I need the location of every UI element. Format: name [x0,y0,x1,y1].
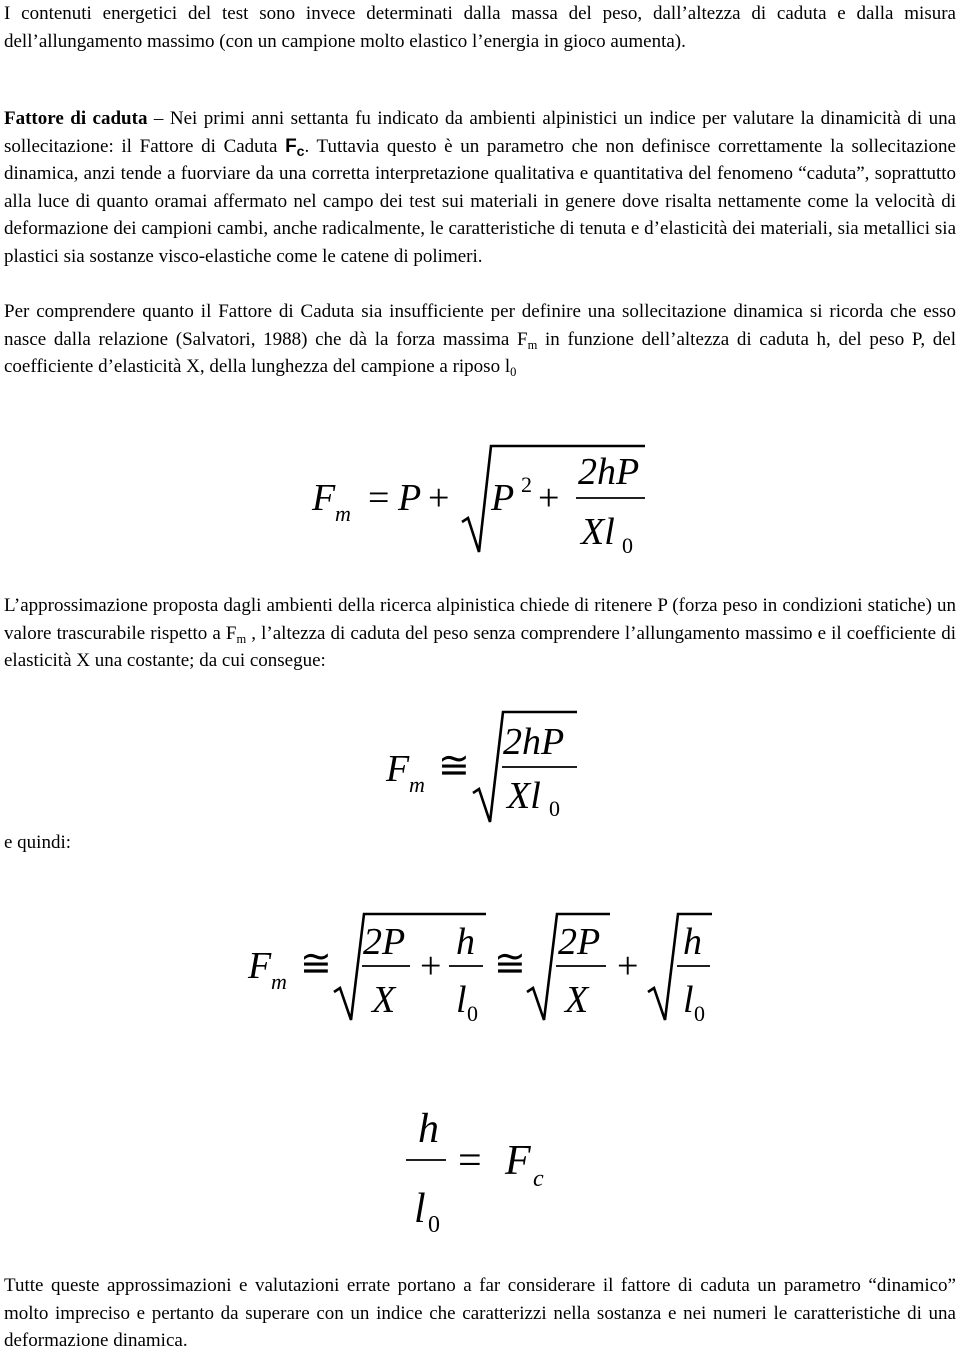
svg-text:m: m [409,772,425,797]
svg-text:2P: 2P [363,921,406,963]
svg-text:F: F [386,748,410,790]
svg-text:h: h [683,921,702,963]
subscript-m: m [236,631,247,646]
fall-factor-heading: Fattore di caduta [4,108,148,129]
svg-text:c: c [533,1166,544,1192]
svg-text:m: m [335,501,351,526]
relation-text-a: Per comprendere quanto il Fattore di Caduta sia insufficiente per definire una sollecitazione dinamica si ricorda che esso nasce dalla relazione (Salvatori, 1988) che dà la forza massima F [4,301,956,350]
svg-text:X: X [565,979,589,1021]
svg-text:2hP: 2hP [503,721,565,763]
svg-text:X: X [372,979,396,1021]
svg-text:≅: ≅ [438,745,470,787]
svg-text:F: F [505,1138,531,1184]
approximation-text-a: L’approssimazione proposta dagli ambienti della ricerca alpinistica chiede di ritenere P (forza peso in condizioni statiche) un valore trascurabile rispetto a F [4,595,956,644]
svg-text:0: 0 [428,1212,440,1238]
svg-text:=: = [458,1138,482,1184]
svg-text:l: l [456,979,467,1021]
svg-text:+: + [538,477,560,519]
svg-text:=: = [368,477,390,519]
equation-fm-approx [385,712,577,822]
svg-text:F: F [312,477,336,519]
svg-text:0: 0 [549,796,560,821]
relation-text-b: in funzione dell’altezza di caduta h, del peso P, del coefficiente d’elasticità X, della lunghezza del campione a riposo l [4,328,956,377]
subscript-0: 0 [510,365,517,379]
svg-text:2hP: 2hP [578,451,640,493]
svg-text:2P: 2P [558,921,601,963]
svg-text:+: + [428,477,450,519]
svg-text:h: h [456,921,475,963]
svg-text:0: 0 [694,1001,705,1026]
paragraph-energy-text: I contenuti energetici del test sono invece determinati dalla massa del peso, dall’altezza di caduta e dalla misura dell’allungamento massimo (con un campione molto elastico l’energia in gioco aumenta). [4,3,956,52]
svg-text:2: 2 [521,472,532,497]
equation-h-over-l0 [406,1106,544,1238]
svg-text:Xl: Xl [507,775,541,817]
equation-fm-sum [247,914,712,1026]
svg-text:l: l [683,979,694,1021]
fc-symbol: $F_c$ [285,135,305,159]
approximation-text-b: , l’altezza di caduta del peso senza comprendere l’allungamento massimo e il coefficiente di elasticità X una costante; da cui consegue: [4,622,956,671]
equation-fm-full [311,446,645,558]
svg-text:h: h [418,1106,439,1152]
svg-text:l: l [414,1186,426,1232]
svg-text:P: P [398,477,422,519]
label-e-quindi: e quindi: [4,832,72,853]
svg-text:F: F [248,945,272,987]
svg-text:P: P [491,477,515,519]
svg-text:m: m [271,969,287,994]
svg-text:0: 0 [467,1001,478,1026]
fall-factor-text-b: . Tuttavia questo è un parametro che non definisce correttamente la sollecitazione dinamica, anzi tende a fuorviare da una corretta interpretazione qualitativa e quantitativa del fenomeno “caduta”, soprattutto alla luce di quanto oramai affermato nel campo dei test sui materiali in genere dove risalta nettamente come la velocità di deformazione dei campioni cambi, anche radicalmente, le caratteristiche di tenuta e d’elasticità dei materiali, sia metallici sia plastici sia sostanze visco-elastiche come le catene di polimeri. [4,135,956,267]
dash: – [147,108,170,129]
fall-factor-text-a: Nei primi anni settanta fu indicato da ambienti alpinistici un indice per valutare la dinamicità di una sollecitazione: il Fattore di Caduta [4,108,957,157]
svg-text:+: + [617,945,639,987]
paragraph-conclusion-text: Tutte queste approssimazioni e valutazioni errate portano a far considerare il fattore di caduta un parametro “dinamico” molto impreciso e pertanto da superare con un indice che caratterizzi nella sostanza e nei numeri le caratteristiche di una deformazione dinamica. [4,1275,956,1351]
subscript-m: m [527,337,538,352]
svg-text:≅: ≅ [300,943,332,985]
svg-text:Xl: Xl [581,511,615,553]
svg-text:≅: ≅ [494,943,526,985]
svg-text:+: + [420,945,442,987]
svg-text:0: 0 [622,533,633,558]
